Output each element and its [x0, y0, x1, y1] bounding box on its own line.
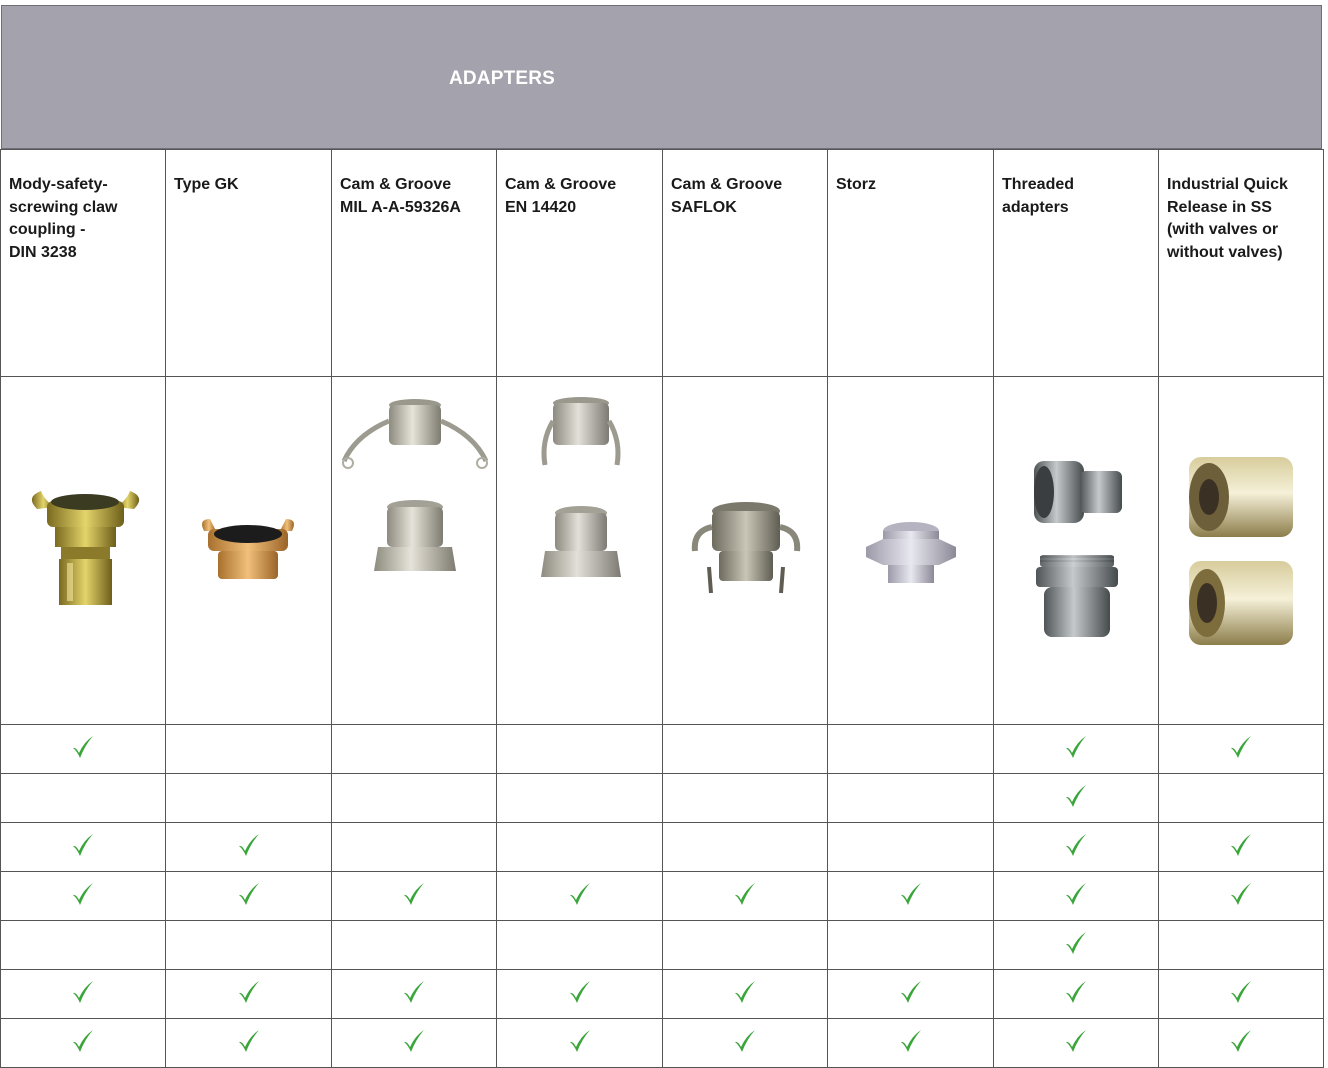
check-cell [663, 823, 828, 872]
product-image-cell [332, 377, 497, 725]
product-image-cell [1, 377, 166, 725]
check-cell [166, 872, 332, 921]
quick-release-icon [1183, 451, 1299, 651]
column-label: Industrial Quick Release in SS (with valves or without valves) [1167, 176, 1288, 261]
checkmark-icon [1229, 734, 1253, 760]
checkmark-icon [568, 1028, 592, 1054]
column-header [497, 150, 663, 377]
check-cell [828, 921, 994, 970]
check-cell [663, 970, 828, 1019]
check-row [1, 970, 1324, 1019]
column-header [1, 150, 166, 377]
checkmark-icon [568, 979, 592, 1005]
check-row [1, 823, 1324, 872]
check-cell [1159, 725, 1324, 774]
column-header [166, 150, 332, 377]
check-cell [663, 921, 828, 970]
checkmark-icon [568, 881, 592, 907]
check-row [1, 872, 1324, 921]
check-cell [166, 921, 332, 970]
column-label: Cam & Groove MIL A-A-59326A [340, 176, 461, 216]
column-header [663, 150, 828, 377]
check-cell [1, 970, 166, 1019]
check-cell [994, 872, 1159, 921]
product-image-cell [994, 377, 1159, 725]
checkmark-icon [402, 1028, 426, 1054]
check-cell [828, 823, 994, 872]
checkmark-icon [1064, 1028, 1088, 1054]
check-cell [994, 774, 1159, 823]
check-cell [828, 970, 994, 1019]
check-cell [166, 774, 332, 823]
check-cell [663, 1019, 828, 1068]
checkmark-icon [71, 734, 95, 760]
cam-groove-en-icon [527, 391, 635, 581]
check-cell [1159, 823, 1324, 872]
column-label: Threaded adapters [1002, 176, 1075, 216]
product-image-cell [828, 377, 994, 725]
check-cell [1159, 1019, 1324, 1068]
column-label: Storz [836, 176, 876, 193]
checkmark-icon [402, 979, 426, 1005]
check-row [1, 774, 1324, 823]
column-header-row [1, 150, 1324, 377]
check-cell [332, 921, 497, 970]
check-cell [994, 970, 1159, 1019]
check-cell [497, 774, 663, 823]
checkmark-icon [1229, 881, 1253, 907]
check-cell [497, 872, 663, 921]
checkmark-icon [1064, 783, 1088, 809]
adapters-banner [1, 5, 1322, 149]
column-label: Type GK [174, 176, 239, 193]
column-label: Cam & Groove EN 14420 [505, 176, 617, 216]
check-cell [497, 823, 663, 872]
check-cell [166, 1019, 332, 1068]
adapters-table [0, 149, 1324, 1068]
check-cell [1, 1019, 166, 1068]
claw-coupling-icon [23, 487, 148, 617]
checkmark-icon [733, 979, 757, 1005]
checkmark-icon [1229, 832, 1253, 858]
check-cell [497, 921, 663, 970]
check-cell [1159, 872, 1324, 921]
check-cell [1, 823, 166, 872]
checkmark-icon [733, 881, 757, 907]
checkmark-icon [71, 979, 95, 1005]
checkmark-icon [1064, 930, 1088, 956]
checkmark-icon [237, 832, 261, 858]
check-cell [663, 774, 828, 823]
check-cell [497, 725, 663, 774]
check-cell [1, 774, 166, 823]
check-cell [332, 970, 497, 1019]
checkmark-icon [402, 881, 426, 907]
checkmark-icon [899, 881, 923, 907]
product-image-cell [497, 377, 663, 725]
check-cell [663, 725, 828, 774]
check-cell [497, 970, 663, 1019]
check-cell [332, 1019, 497, 1068]
product-image-row [1, 377, 1324, 725]
check-cell [994, 725, 1159, 774]
product-image-cell [663, 377, 828, 725]
check-cell [1, 921, 166, 970]
check-cell [1159, 970, 1324, 1019]
check-cell [1, 725, 166, 774]
checkmark-icon [71, 881, 95, 907]
checkmark-icon [71, 832, 95, 858]
checkmark-icon [1064, 734, 1088, 760]
column-header [332, 150, 497, 377]
checkmark-icon [899, 979, 923, 1005]
check-cell [166, 823, 332, 872]
check-cell [166, 970, 332, 1019]
check-cell [332, 774, 497, 823]
checkmark-icon [1064, 979, 1088, 1005]
gk-coupling-icon [198, 517, 298, 587]
check-cell [497, 1019, 663, 1068]
check-cell [828, 872, 994, 921]
column-label: Cam & Groove SAFLOK [671, 176, 783, 216]
check-cell [663, 872, 828, 921]
checkmark-icon [1064, 832, 1088, 858]
check-cell [994, 921, 1159, 970]
check-cell [828, 725, 994, 774]
checkmark-icon [71, 1028, 95, 1054]
check-cell [166, 725, 332, 774]
check-row [1, 921, 1324, 970]
checkmark-icon [237, 979, 261, 1005]
check-cell [1159, 921, 1324, 970]
threaded-adapter-icon [1030, 457, 1126, 653]
check-cell [332, 725, 497, 774]
check-cell [994, 1019, 1159, 1068]
checkmark-icon [237, 881, 261, 907]
check-row [1, 1019, 1324, 1068]
checkmark-icon [733, 1028, 757, 1054]
checkmark-icon [237, 1028, 261, 1054]
column-header [1159, 150, 1324, 377]
check-cell [828, 1019, 994, 1068]
check-cell [332, 823, 497, 872]
page-title: ADAPTERS [448, 68, 556, 89]
product-image-cell [1159, 377, 1324, 725]
checkmark-icon [1064, 881, 1088, 907]
cam-groove-saflok-icon [691, 497, 801, 607]
column-header [994, 150, 1159, 377]
check-row [1, 725, 1324, 774]
check-cell [1, 872, 166, 921]
checkmark-icon [899, 1028, 923, 1054]
check-cell [332, 872, 497, 921]
product-image-cell [166, 377, 332, 725]
check-cell [1159, 774, 1324, 823]
check-cell [994, 823, 1159, 872]
checkmark-icon [1229, 979, 1253, 1005]
storz-coupling-icon [864, 517, 958, 587]
cam-groove-mil-icon [336, 395, 494, 585]
checkmark-icon [1229, 1028, 1253, 1054]
check-cell [828, 774, 994, 823]
column-label: Mody-safety- screwing claw coupling - DIN 3238 [9, 176, 118, 261]
column-header [828, 150, 994, 377]
